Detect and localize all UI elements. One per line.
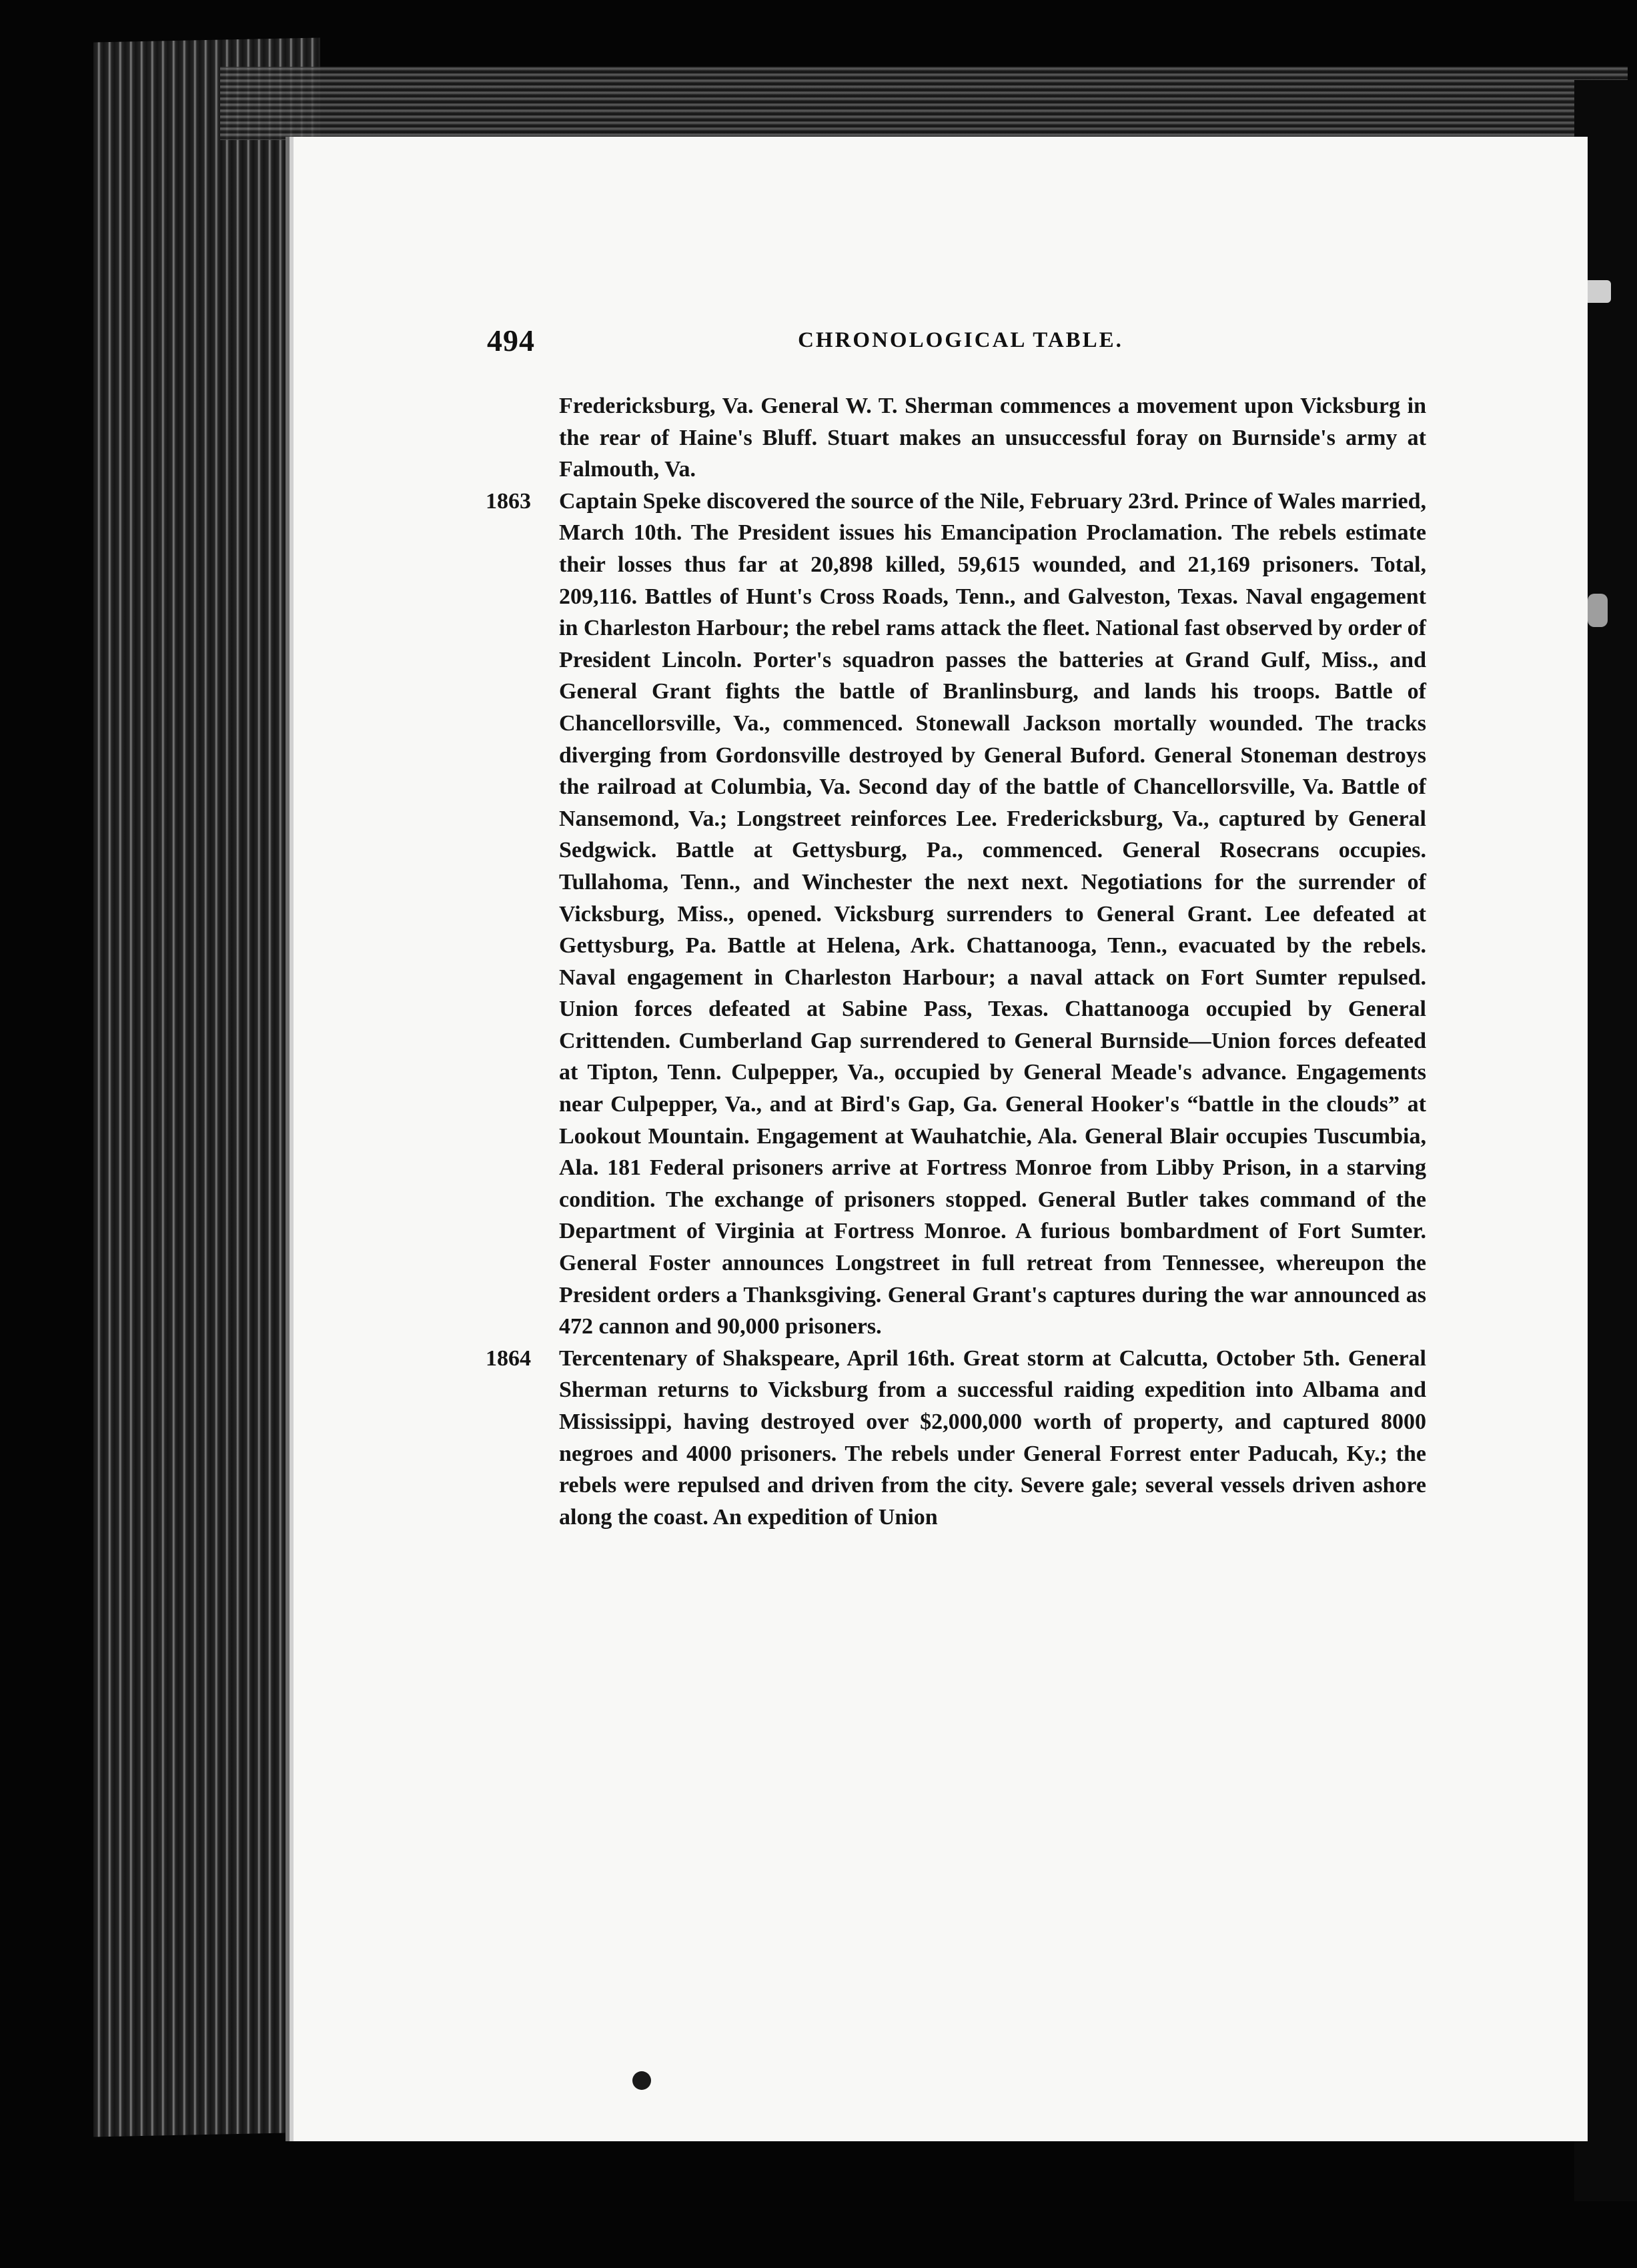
page-number: 494 [487,324,535,358]
entry-year: 1863 [486,488,531,514]
page-header [487,323,1434,370]
entry-year: 1864 [486,1345,531,1371]
book-top-edges [220,67,1628,140]
continuation-paragraph: Fredericksburg, Va. General W. T. Sherman commences a movement upon Vicksburg in the rear of Haine's Bluff. Stuart makes an unsuccessful foray on Burnside's army at Falmouth, Va. [559,394,1426,482]
year-entry-1864 [486,1343,1426,1534]
chronology-text [486,390,1426,1533]
entry-text: Captain Speke discovered the source of the Nile, February 23rd. Prince of Wales married, March 10th. The President issues his Emancipation Proclamation. The rebels estimate their losses thus far at 20,898 killed, 59,615 wounded, and 21,169 prisoners. Total, 209,116. Battles of Hunt's Cross Roads, Tenn., and Galveston, Texas. Naval engagement in Charleston Harbour; the rebel rams attack the fleet. National fast observed by order of President Lincoln. Porter's squadron passes the batteries at Grand Gulf, Miss., and General Grant fights the battle of Branlinsburg, and lands his troops. Battle of Chancellorsville, Va., commenced. Stonewall Jackson mortally wounded. The tracks diverging from Gordonsville destroyed by General Buford. General Stoneman destroys the railroad at Columbia, Va. Second day of the battle of Chancellorsville, Va. Battle of Nansemond, Va.; Longstreet reinforces Lee. Fredericksburg, Va., captured by General Sedgwick. Battle at Gettysburg, Pa., commenced. General Rosecrans occupies. Tullahoma, Tenn., and Winchester the next next. Negotiations for the surrender of Vicksburg, Miss., opened. Vicksburg surrenders to General Grant. Lee defeated at Gettysburg, Pa. Battle at Helena, Ark. Chattanooga, Tenn., evacuated by the rebels. Naval engagement in Charleston Harbour; a naval attack on Fort Sumter repulsed. Union forces defeated at Sabine Pass, Texas. Chattanooga occupied by General Crittenden. Cumberland Gap surrendered to General Burnside—Union forces defeated at Tipton, Tenn. Culpepper, Va., occupied by General Meade's advance. Engagements near Culpepper, Va., and at Bird's Gap, Ga. General Hooker's “battle in the clouds” at Lookout Mountain. Engagement at Wauhatchie, Ala. General Blair occupies Tuscumbia, Ala. 181 Federal prisoners arrive at Fortress Monroe from Libby Prison, in a starving condition. The exchange of prisoners stopped. General Butler takes command of the Department of Virginia at Fortress Monroe. A furious bombardment of Fort Sumter. General Foster announces Longstreet in full retreat from Tennessee, whereupon the President orders a Thanksgiving. General Grant's captures during the war announced as 472 cannon and 90,000 prisoners. [559,488,1426,1339]
entry-text: Tercentenary of Shakspeare, April 16th. Great storm at Calcutta, October 5th. General Sherman returns to Vicksburg from a successful raiding expedition into Albama and Mississippi, having destroyed over $2,000,000 worth of property, and captured 8000 negroes and 4000 prisoners. The rebels under General Forrest enter Paducah, Ky.; the rebels were repulsed and driven from the city. Severe gale; several vessels driven ashore along the coast. An expedition of Union [559,1345,1426,1530]
running-head: CHRONOLOGICAL TABLE. [798,328,1123,352]
binding-clip [1584,280,1611,303]
year-entry-1863 [486,486,1426,1343]
book-page-edges [93,37,320,2137]
binding-tab [1588,594,1608,627]
page-hole-mark [632,2071,651,2090]
